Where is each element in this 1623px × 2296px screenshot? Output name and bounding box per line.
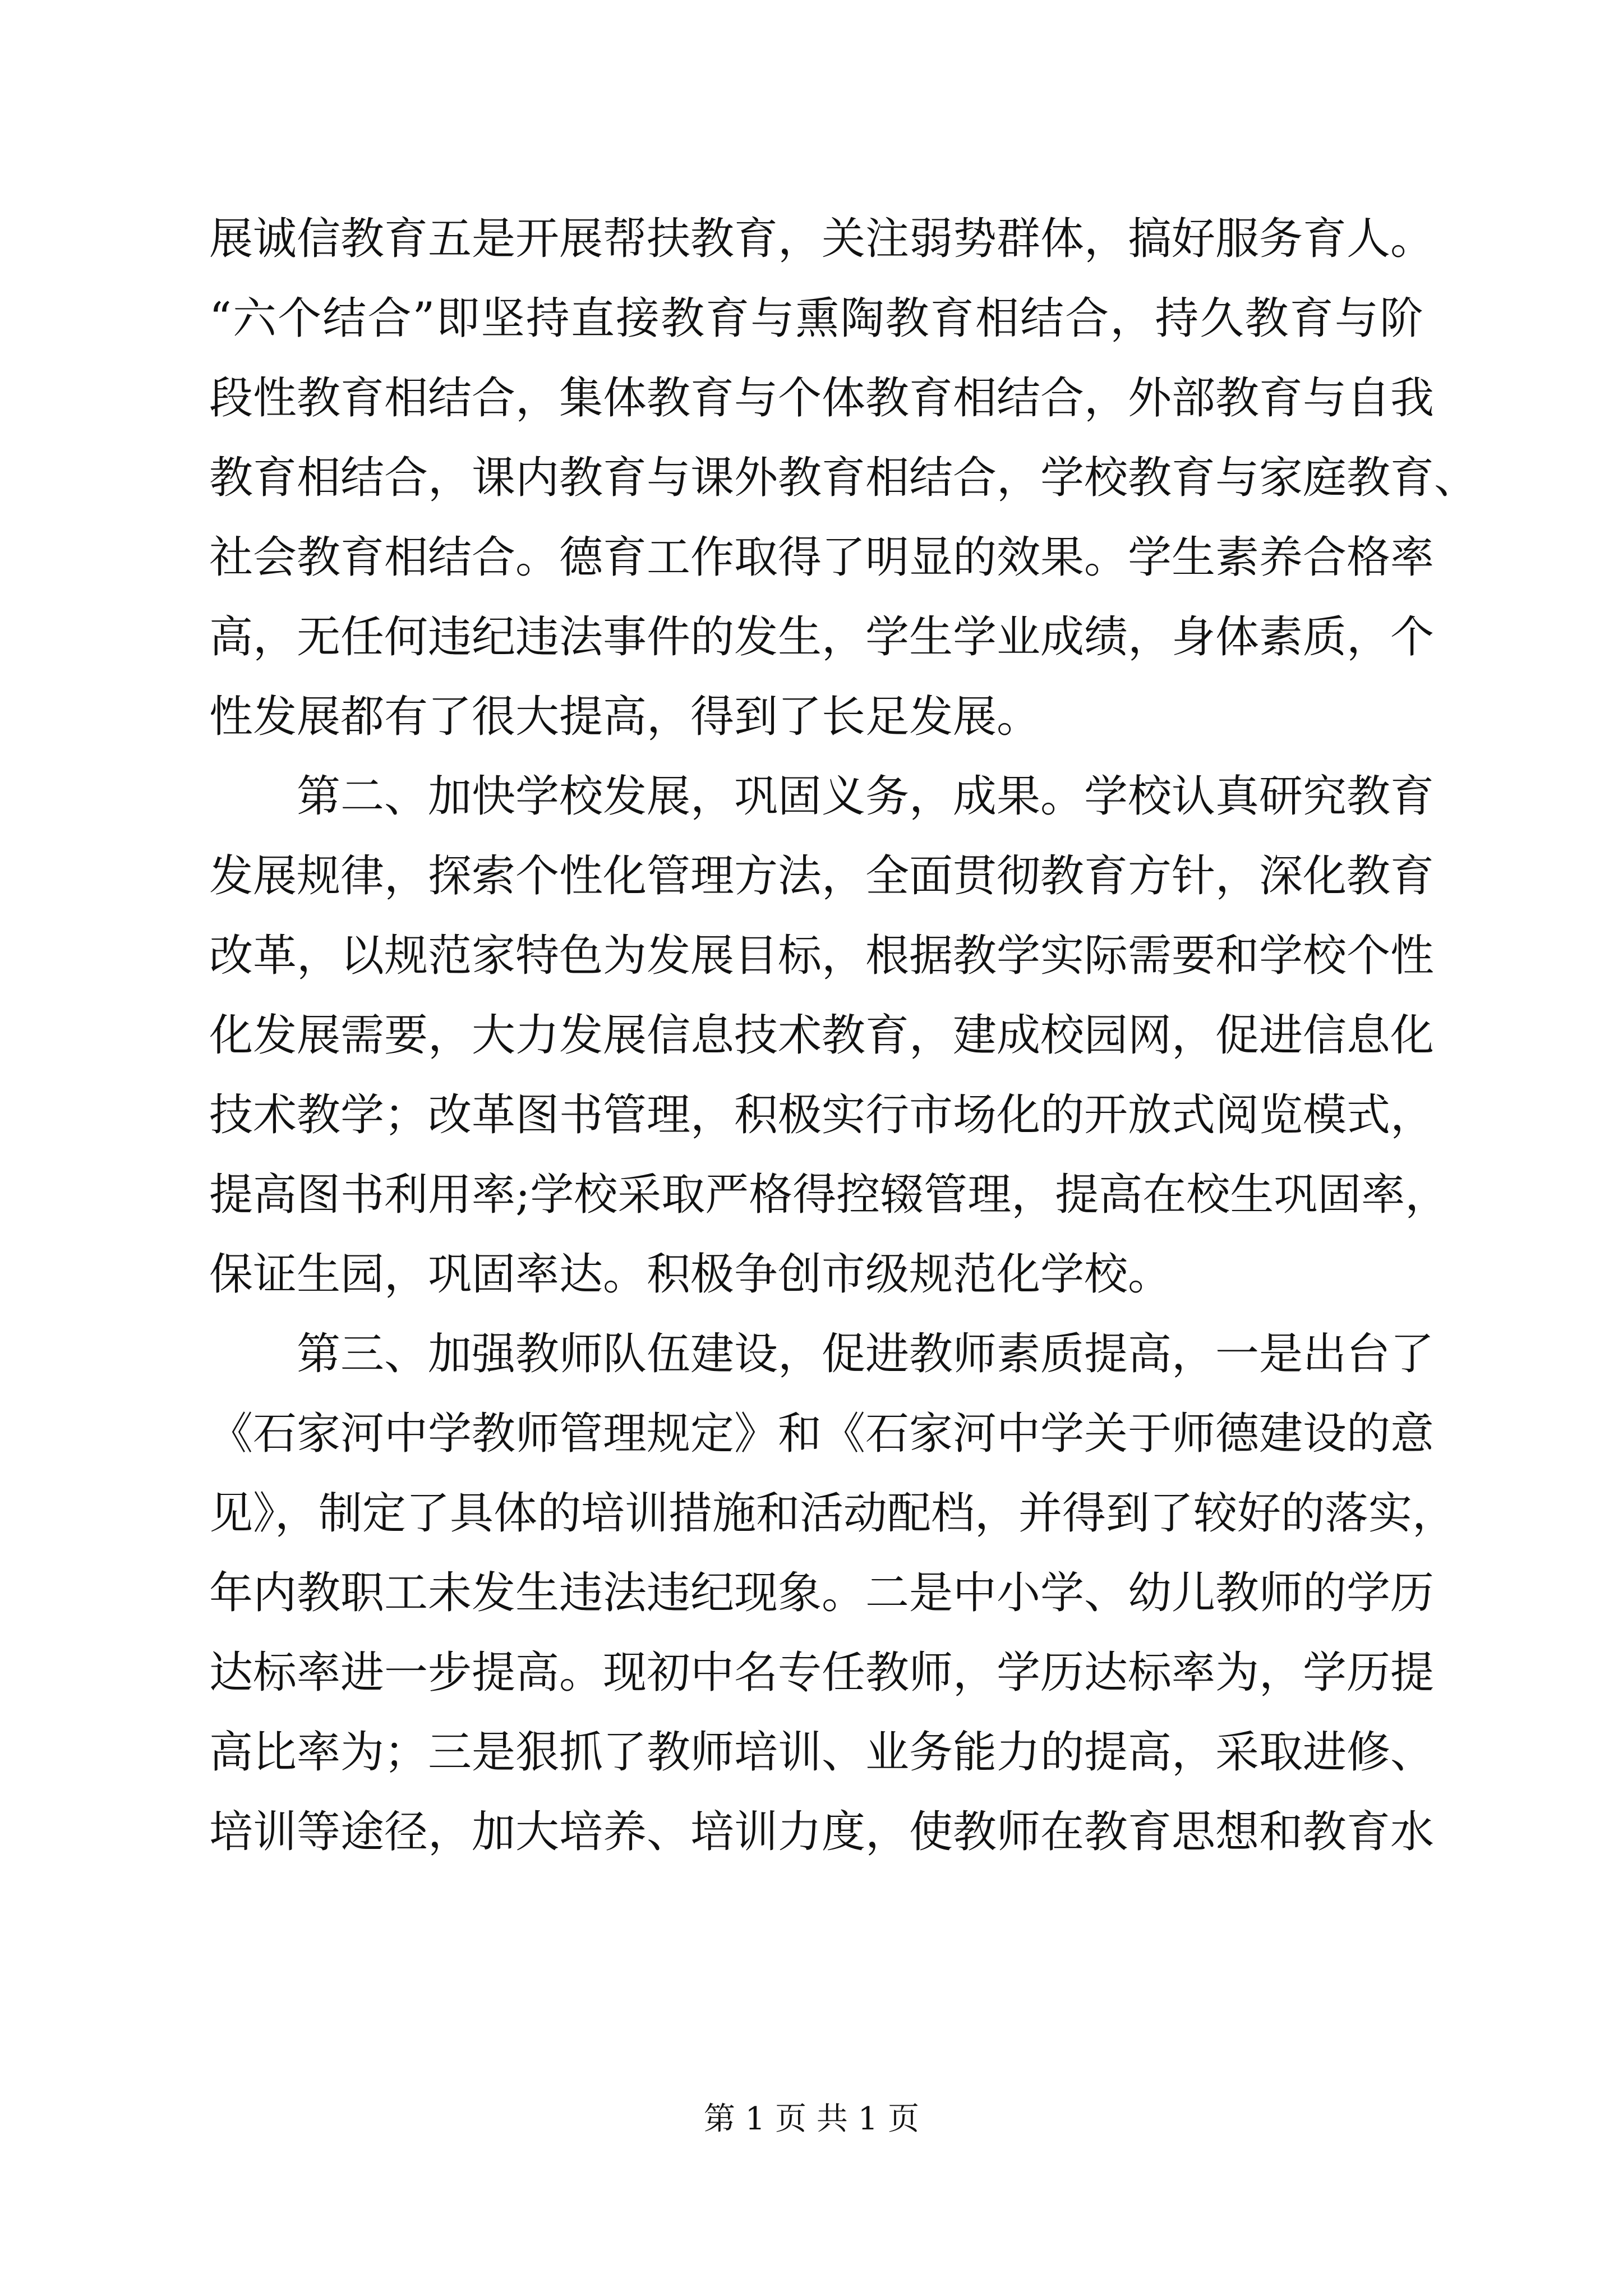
text-line: 发展规律，探索个性化管理方法，全面贯彻教育方针，深化教育 [209, 851, 1435, 901]
text-line: 《石家河中学教师管理规定》和《石家河中学关于师德建设的意 [209, 1409, 1435, 1459]
text-line: 社会教育相结合。德育工作取得了明显的效果。学生素养合格率 [209, 532, 1435, 583]
text-line: 年内教职工未发生违法违纪现象。二是中小学、幼儿教师的学历 [209, 1568, 1435, 1618]
text-line: 见》，制定了具体的培训措施和活动配档，并得到了较好的落实， [209, 1488, 1456, 1539]
page-footer [0, 2097, 1623, 2142]
page-number-label: 第 1 页 共 1 页 [703, 2101, 920, 2137]
text-line: 保证生园，巩固率达。积极争创市级规范化学校。 [209, 1249, 1172, 1300]
text-line: “六个结合”即坚持直接教育与熏陶教育相结合，持久教育与阶 [209, 293, 1423, 344]
text-line: 展诚信教育五是开展帮扶教育，关注弱势群体，搞好服务育人。 [209, 214, 1435, 264]
text-line: 第二、加快学校发展，巩固义务，成果。学校认真研究教育 [209, 771, 1435, 822]
text-line: 高比率为；三是狠抓了教师培训、业务能力的提高，采取进修、 [209, 1727, 1435, 1778]
text-line: 性发展都有了很大提高，得到了长足发展。 [209, 692, 1041, 742]
text-line: 培训等途径，加大培养、培训力度，使教师在教育思想和教育水 [209, 1807, 1435, 1857]
text-line: 提高图书利用率;学校采取严格得控辍管理，提高在校生巩固率， [209, 1170, 1449, 1220]
text-line: 教育相结合，课内教育与课外教育相结合，学校教育与家庭教育、 [209, 453, 1478, 503]
text-line: 第三、加强教师队伍建设，促进教师素质提高，一是出台了 [209, 1329, 1435, 1379]
text-line: 达标率进一步提高。现初中名专任教师，学历达标率为，学历提 [209, 1648, 1435, 1698]
text-line: 化发展需要，大力发展信息技术教育，建成校园网，促进信息化 [209, 1010, 1435, 1061]
document-body [209, 199, 1478, 1872]
text-line: 技术教学；改革图书管理，积极实行市场化的开放式阅览模式， [209, 1090, 1435, 1140]
text-line: 高，无任何违纪违法事件的发生，学生学业成绩，身体素质，个 [209, 612, 1435, 662]
text-line: 改革，以规范家特色为发展目标，根据教学实际需要和学校个性 [209, 931, 1435, 981]
text-line: 段性教育相结合，集体教育与个体教育相结合，外部教育与自我 [209, 373, 1435, 424]
